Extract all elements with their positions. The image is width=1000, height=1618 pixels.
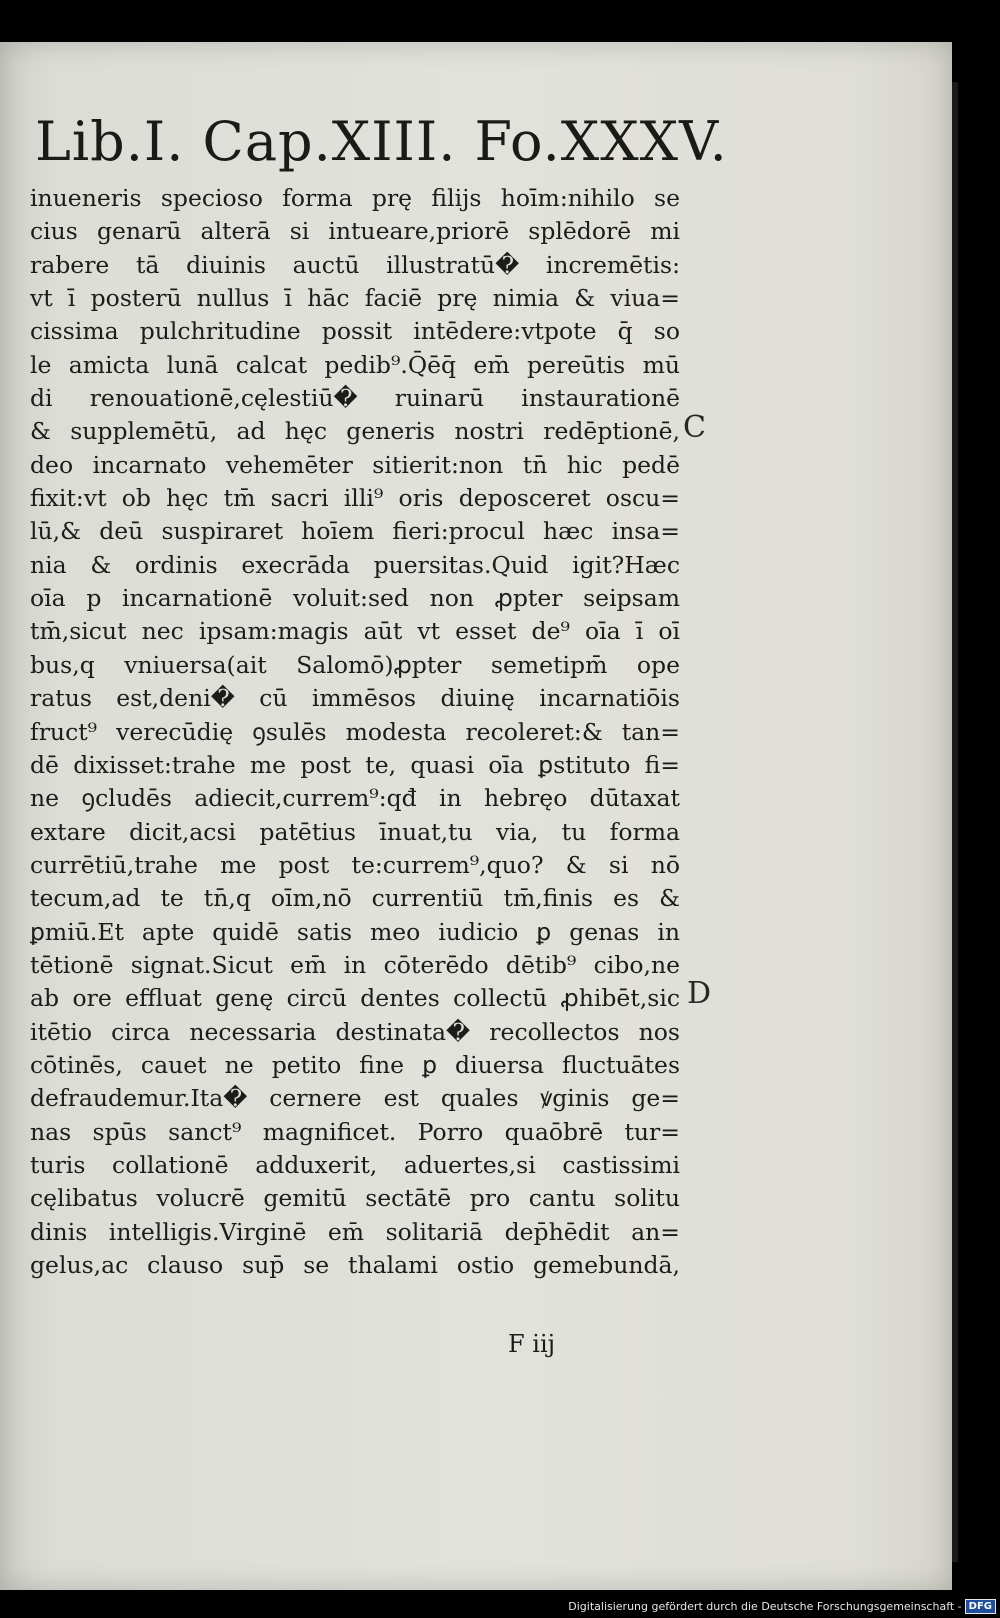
text-line: itētio circa necessaria destinata� recollectos nos: [30, 1017, 680, 1046]
text-line: le amicta lunā calcat pedib⁹.Q̄ēq̄ em̄ pereūtis mū: [30, 350, 680, 379]
margin-letter-c: C: [683, 410, 706, 445]
text-line: rabere tā diuinis auctū illustratū� incremētis:: [30, 250, 680, 279]
book-page: [0, 42, 952, 1590]
text-line: ꝑmiū.Et apte quidē satis meo iudicio ꝑ genas in: [30, 917, 680, 946]
text-line: dinis intelligis.Virginē em̄ solitariā dep̄hēdit an=: [30, 1217, 680, 1246]
text-line: tecum,ad te tn̄,q oīm,nō currentiū tm̄,finis es &: [30, 884, 680, 913]
text-line: fixit:vt ob hęc tm̄ sacri illi⁹ oris deposceret oscu=: [30, 484, 680, 513]
signature-mark: F iij: [508, 1330, 556, 1358]
text-line: lū,& deū suspiraret hoīem fieri:procul hæc insa=: [30, 517, 680, 546]
footer-credit: [568, 1599, 996, 1614]
text-line: defraudemur.Ita� cernere est quales ꝟginis ge=: [30, 1084, 680, 1113]
text-line: ne ꝯcludēs adiecit,currem⁹:qđ in hebręo dūtaxat: [30, 784, 680, 813]
page-edge: [952, 82, 958, 1562]
running-head: Lib.I. Cap.XIII. Fo.XXXV.: [35, 110, 728, 173]
text-line: gelus,ac clauso sup̄ se thalami ostio gemebundā,: [30, 1251, 680, 1279]
text-line: dē dixisset:trahe me post te, quasi oīa ꝑstituto fi=: [30, 750, 680, 779]
dfg-logo-icon: DFG: [965, 1599, 996, 1614]
text-line: vt ī posterū nullus ī hāc faciē prę nimia & viua=: [30, 284, 680, 313]
text-line: currētiū,trahe me post te:currem⁹,quo? & si nō: [30, 850, 680, 879]
margin-letter-d: D: [687, 976, 712, 1011]
text-line: tm̄,sicut nec ipsam:magis aūt vt esset de⁹ oīa ī oī: [30, 617, 680, 646]
text-line: nia & ordinis execrāda puersitas.Quid igit?Hæc: [30, 550, 680, 579]
text-line: di renouationē,cęlestiū� ruinarū instaurationē: [30, 384, 680, 413]
text-line: cius genarū alterā si intueare,priorē splēdorē mi: [30, 217, 680, 246]
text-line: nas spūs sanct⁹ magnificet. Porro quaōbrē tur=: [30, 1117, 680, 1146]
text-line: oīa p incarnationē voluit:sed non ꝓpter seipsam: [30, 584, 680, 613]
text-line: ratus est,deni� cū immēsos diuinę incarnatiōis: [30, 684, 680, 713]
text-line: bus,q vniuersa(ait Salomō)ꝓpter semetipm̄ ope: [30, 650, 680, 679]
text-line: cęlibatus volucrē gemitū sectātē pro cantu solitu: [30, 1184, 680, 1213]
footer-text: Digitalisierung gefördert durch die Deutsche Forschungsgemeinschaft -: [568, 1600, 962, 1613]
text-line: deo incarnato vehemēter sitierit:non tn̄ hic pedē: [30, 450, 680, 479]
text-block: [30, 182, 680, 1282]
text-line: extare dicit,acsi patētius īnuat,tu via, tu forma: [30, 817, 680, 846]
text-line: cissima pulchritudine possit intēdere:vtpote q̄ so: [30, 317, 680, 346]
text-line: cōtinēs, cauet ne petito fine ꝑ diuersa fluctuātes: [30, 1050, 680, 1079]
text-line: tētionē signat.Sicut em̄ in cōterēdo dētib⁹ cibo,ne: [30, 950, 680, 979]
text-line: ab ore effluat genę circū dentes collectū ꝓhibēt,sic: [30, 984, 680, 1013]
text-line: turis collationē adduxerit, aduertes,si castissimi: [30, 1150, 680, 1179]
text-line: & supplemētū, ad hęc generis nostri redēptionē,: [30, 417, 680, 446]
text-line: fruct⁹ verecūdię ꝯsulēs modesta recoleret:& tan=: [30, 717, 680, 746]
text-line: inueneris specioso forma prę filijs hoīm:nihilo se: [30, 184, 680, 212]
